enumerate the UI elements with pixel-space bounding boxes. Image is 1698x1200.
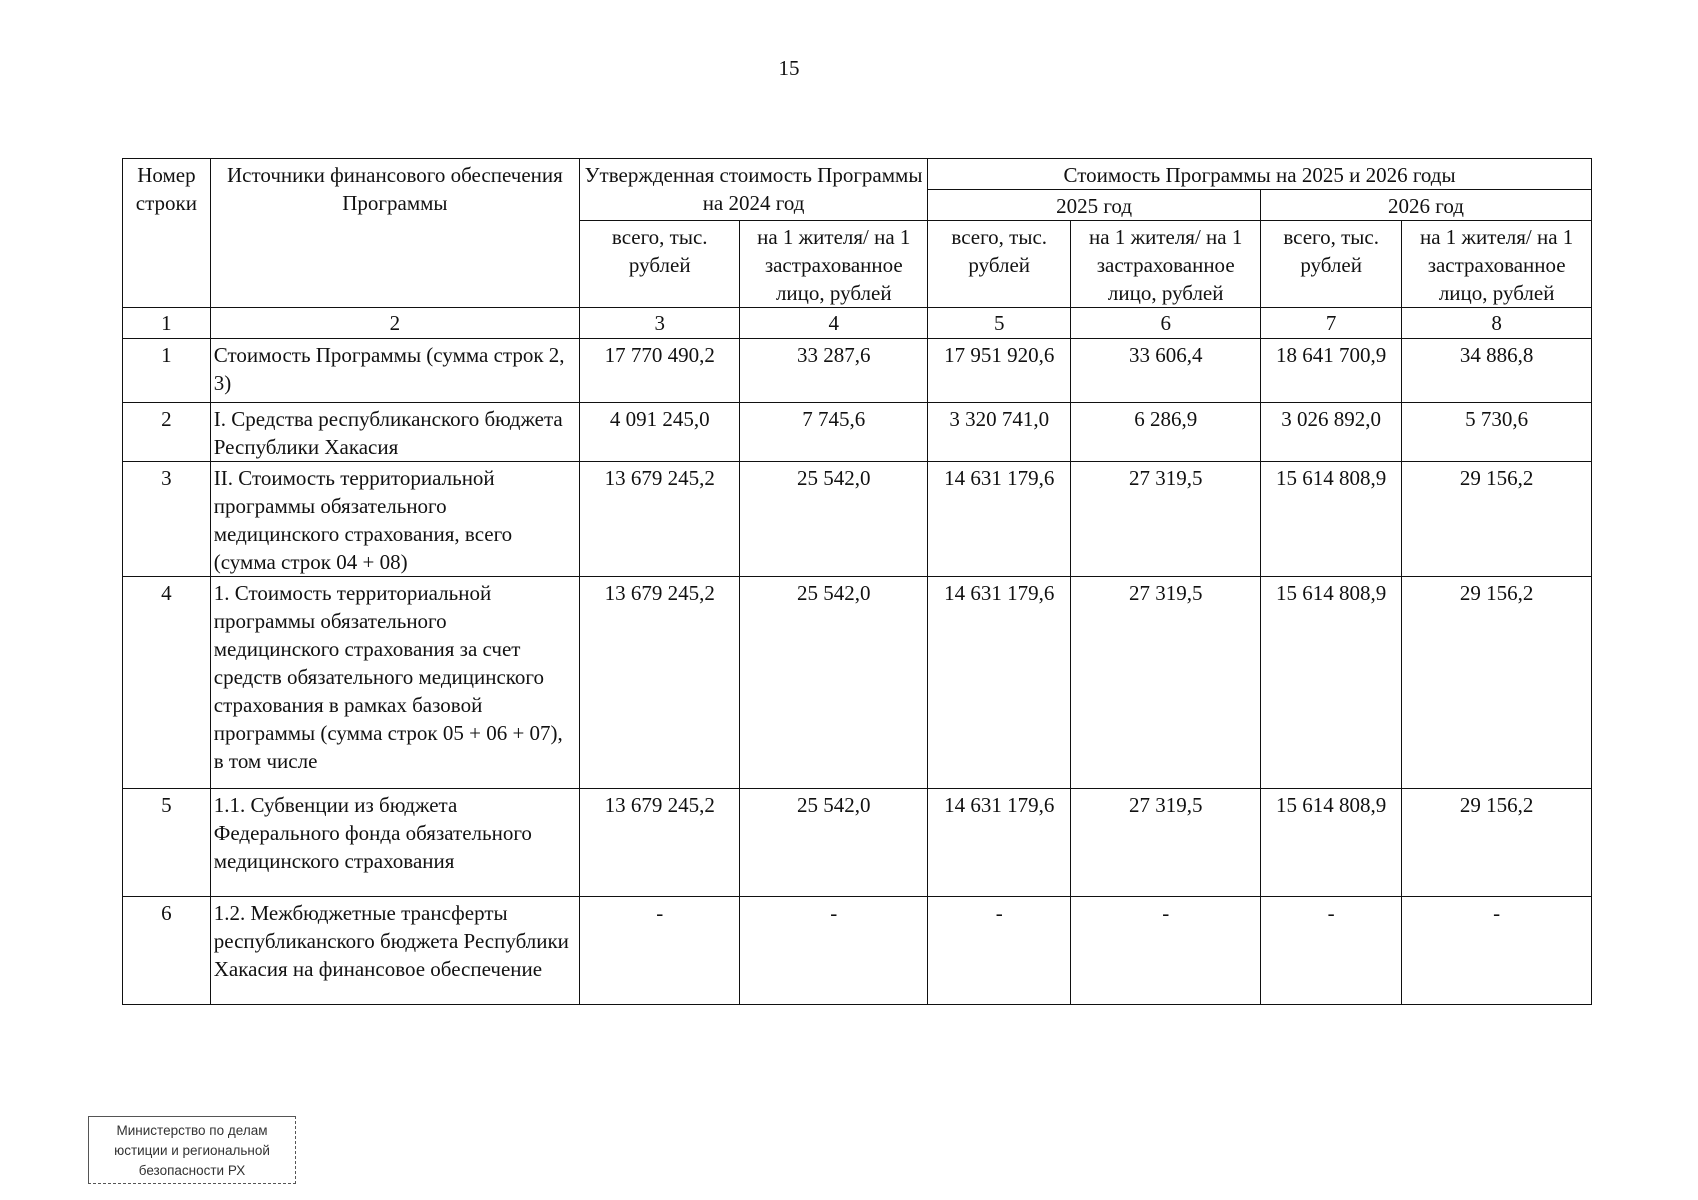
table-row: [123, 462, 1592, 577]
page-number: 15: [778, 56, 800, 80]
per-capita-2025-cell: 6 286,9: [1071, 403, 1261, 462]
header-total-2025: всего, тыс. рублей: [928, 221, 1071, 308]
header-row-number: Номер строки: [123, 159, 211, 308]
source-name-cell: II. Стоимость территориальной программы обязательного медицинского страхования, всего (сумма строк 04 + 08): [210, 462, 579, 577]
per-capita-2025-cell: -: [1071, 897, 1261, 1005]
column-number: 8: [1402, 308, 1592, 339]
source-name-cell: I. Средства республиканского бюджета Республики Хакасия: [210, 403, 579, 462]
row-number-cell: 3: [123, 462, 211, 577]
table-row: [123, 339, 1592, 403]
header-approved-2024: Утвержденная стоимость Программы на 2024 год: [580, 159, 928, 221]
row-number-cell: 6: [123, 897, 211, 1005]
table-row: [123, 897, 1592, 1005]
total-2026-cell: 15 614 808,9: [1261, 789, 1402, 897]
column-number-row: [123, 308, 1592, 339]
source-name-cell: Стоимость Программы (сумма строк 2, 3): [210, 339, 579, 403]
total-2026-cell: 18 641 700,9: [1261, 339, 1402, 403]
per-capita-2026-cell: 29 156,2: [1402, 789, 1592, 897]
column-number: 1: [123, 308, 211, 339]
per-capita-2024-cell: 33 287,6: [740, 339, 928, 403]
per-capita-2026-cell: 29 156,2: [1402, 462, 1592, 577]
source-name-cell: 1.2. Межбюджетные трансферты республиканского бюджета Республики Хакасия на финансовое обеспечение: [210, 897, 579, 1005]
total-2024-cell: 13 679 245,2: [580, 462, 740, 577]
header-per-capita-2026: на 1 жителя/ на 1 застрахованное лицо, рублей: [1402, 221, 1592, 308]
per-capita-2025-cell: 33 606,4: [1071, 339, 1261, 403]
column-number: 2: [210, 308, 579, 339]
total-2024-cell: 4 091 245,0: [580, 403, 740, 462]
total-2026-cell: 15 614 808,9: [1261, 462, 1402, 577]
row-number-cell: 1: [123, 339, 211, 403]
row-number-cell: 2: [123, 403, 211, 462]
header-per-capita-2025: на 1 жителя/ на 1 застрахованное лицо, рублей: [1071, 221, 1261, 308]
total-2026-cell: -: [1261, 897, 1402, 1005]
column-number: 6: [1071, 308, 1261, 339]
table-row: [123, 577, 1592, 789]
per-capita-2026-cell: 5 730,6: [1402, 403, 1592, 462]
per-capita-2024-cell: 25 542,0: [740, 577, 928, 789]
total-2024-cell: 13 679 245,2: [580, 577, 740, 789]
stamp-line: безопасности РХ: [138, 1163, 246, 1178]
per-capita-2026-cell: -: [1402, 897, 1592, 1005]
financing-table: [122, 158, 1592, 1005]
total-2025-cell: 17 951 920,6: [928, 339, 1071, 403]
header-year-2026: 2026 год: [1261, 190, 1592, 221]
total-2026-cell: 15 614 808,9: [1261, 577, 1402, 789]
row-number-cell: 5: [123, 789, 211, 897]
per-capita-2026-cell: 34 886,8: [1402, 339, 1592, 403]
total-2024-cell: 13 679 245,2: [580, 789, 740, 897]
total-2024-cell: 17 770 490,2: [580, 339, 740, 403]
per-capita-2026-cell: 29 156,2: [1402, 577, 1592, 789]
total-2025-cell: 14 631 179,6: [928, 462, 1071, 577]
per-capita-2024-cell: 7 745,6: [740, 403, 928, 462]
header-sources: Источники финансового обеспечения Программы: [210, 159, 579, 308]
total-2025-cell: -: [928, 897, 1071, 1005]
ministry-stamp: [88, 1116, 296, 1184]
stamp-line: Министерство по делам: [116, 1123, 268, 1138]
header-total-2026: всего, тыс. рублей: [1261, 221, 1402, 308]
column-number: 7: [1261, 308, 1402, 339]
header-planned-2025-2026: Стоимость Программы на 2025 и 2026 годы: [928, 159, 1592, 190]
total-2024-cell: -: [580, 897, 740, 1005]
table-row: [123, 789, 1592, 897]
total-2025-cell: 14 631 179,6: [928, 577, 1071, 789]
per-capita-2024-cell: 25 542,0: [740, 789, 928, 897]
header-year-2025: 2025 год: [928, 190, 1261, 221]
per-capita-2025-cell: 27 319,5: [1071, 577, 1261, 789]
column-number: 5: [928, 308, 1071, 339]
source-name-cell: 1.1. Субвенции из бюджета Федерального фонда обязательного медицинского страхования: [210, 789, 579, 897]
per-capita-2024-cell: 25 542,0: [740, 462, 928, 577]
header-per-capita-2024: на 1 жителя/ на 1 застрахованное лицо, рублей: [740, 221, 928, 308]
stamp-line: юстиции и региональной: [114, 1143, 270, 1158]
column-number: 3: [580, 308, 740, 339]
total-2026-cell: 3 026 892,0: [1261, 403, 1402, 462]
table-row: [123, 403, 1592, 462]
source-name-cell: 1. Стоимость территориальной программы обязательного медицинского страхования за счет средств обязательного медицинского страхования в рамках базовой программы (сумма строк 05 + 06 + 07), в том числе: [210, 577, 579, 789]
per-capita-2025-cell: 27 319,5: [1071, 789, 1261, 897]
total-2025-cell: 3 320 741,0: [928, 403, 1071, 462]
column-number: 4: [740, 308, 928, 339]
row-number-cell: 4: [123, 577, 211, 789]
per-capita-2024-cell: -: [740, 897, 928, 1005]
per-capita-2025-cell: 27 319,5: [1071, 462, 1261, 577]
header-total-2024: всего, тыс. рублей: [580, 221, 740, 308]
total-2025-cell: 14 631 179,6: [928, 789, 1071, 897]
